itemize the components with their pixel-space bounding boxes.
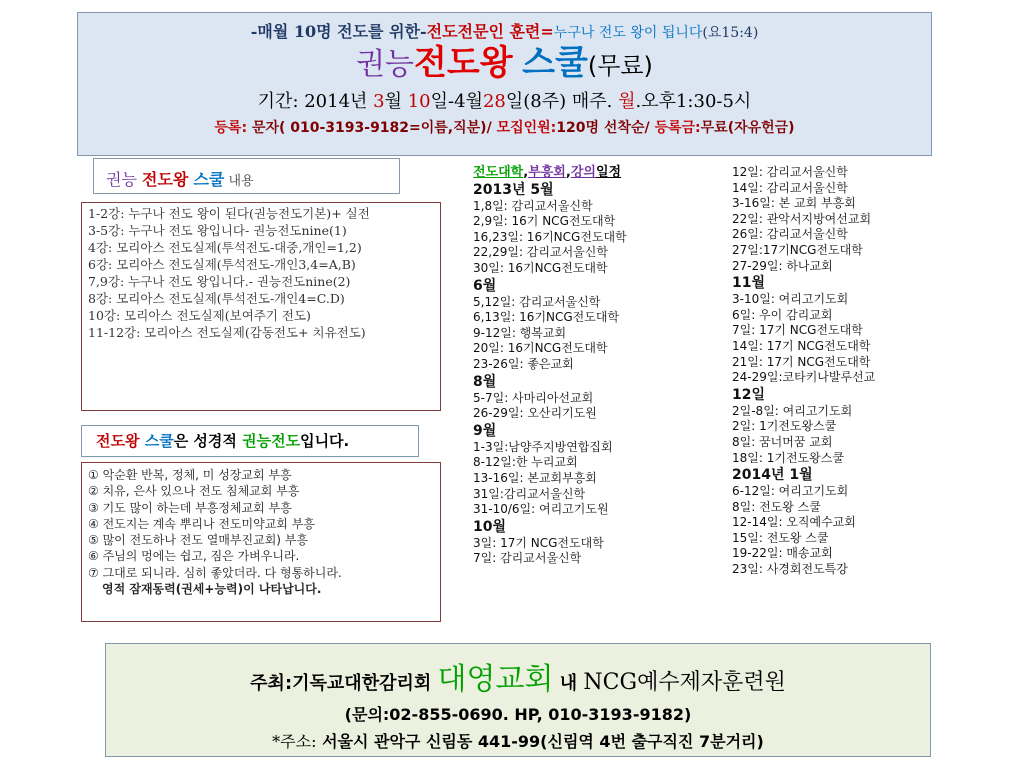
effect-item: ④ 전도지는 계속 뿌리나 전도미약교회 부흥: [88, 516, 315, 531]
footer-address: [106, 729, 930, 752]
schedule-entry: 6-12일: 여리고기도회: [732, 484, 849, 499]
schedule-entry: 8-12일:한 누리교회: [473, 455, 578, 470]
footer-address-label: *주소:: [272, 732, 317, 751]
schedule-entry: 9-12일: 행복교회: [473, 325, 567, 340]
reg-e: 등록금:: [654, 120, 701, 136]
header-title-a: 권능: [356, 47, 415, 82]
schedule-month-heading: 6월: [473, 277, 497, 294]
lesson-item: 7,9강: 누구나 전도 왕입니다.- 권능전도nine(2): [88, 274, 351, 289]
schedule-header-d: ,: [565, 165, 571, 180]
effect-item: ⑥ 주님의 멍에는 쉽고, 짐은 가벼우니라.: [88, 549, 300, 564]
content-title-d: 내용: [224, 174, 254, 189]
schedule-entry: 3일: 17기 NCG전도대학: [473, 535, 604, 550]
schedule-entry: 26일: 감리교서울신학: [732, 227, 848, 242]
content-title-box: [93, 158, 400, 194]
footer-banner: [105, 643, 931, 757]
schedule-header-b: ,: [523, 165, 529, 180]
footer-c: 내: [559, 673, 578, 694]
header-period: [78, 87, 931, 113]
schedule-entry: 1,8일: 감리교서울신학: [473, 198, 593, 213]
header-line1-c: 누구나 전도 왕이 됩니다: [553, 25, 703, 41]
schedule-entry: 24-29일:코타키나발루선교: [732, 370, 876, 385]
header-banner: [77, 12, 932, 156]
content-title-b: 전도왕: [142, 170, 189, 189]
header-title-d: (무료): [587, 52, 653, 80]
schedule-entry: 31-10/6일: 여리고기도원: [473, 502, 609, 517]
schedule-month-heading: 9월: [473, 422, 497, 439]
schedule-header-f: 일정: [595, 165, 622, 180]
schedule-month-heading: 10월: [473, 518, 507, 535]
period-b: 3: [373, 91, 385, 112]
schedule-entry: 7일: 17기 NCG전도대학: [732, 323, 863, 338]
period-e: 일-4월: [430, 91, 483, 112]
footer-contact: (문의:02-855-0690. HP, 010-3193-9182): [344, 705, 692, 724]
lesson-item: 11-12강: 모리아스 전도실제(감동전도+ 치유전도): [88, 325, 366, 340]
period-d: 10: [407, 91, 431, 112]
lesson-item: 1-2강: 누구나 전도 왕이 된다(권능전도기본)+ 실전: [88, 206, 370, 221]
header-line1-b: 전도전문인 훈련=: [426, 22, 554, 41]
schedule-entry: 22,29일: 감리교서울신학: [473, 245, 608, 260]
header-line1: [78, 19, 931, 42]
schedule-header-a: 전도대학: [473, 165, 524, 180]
schedule-entry: 6,13일: 16기NCG전도대학: [473, 310, 620, 325]
schedule-month-heading: 2014년 1월: [732, 467, 813, 484]
footer-a: 주최:기독교대한감리회: [250, 673, 432, 694]
schedule-month-heading: 12일: [732, 386, 766, 403]
lesson-item: 6강: 모리아스 전도실제(투석전도-개인3,4=A,B): [88, 257, 356, 272]
effect-item: ⑤ 많이 전도하나 전도 열매부진교회) 부흥: [88, 533, 308, 548]
reg-c: 모집인원:: [496, 120, 557, 136]
reg-d: 120명 선착순/: [556, 120, 655, 136]
header-title: [78, 43, 931, 83]
statement-c: 은 성경적: [173, 432, 243, 450]
reg-a: 등록:: [214, 120, 252, 136]
schedule-entry: 2,9일: 16기 NCG전도대학: [473, 214, 616, 229]
schedule-entry: 20일: 16기NCG전도대학: [473, 341, 608, 356]
header-registration: [78, 117, 931, 137]
schedule-entry: 27-29일: 하나교회: [732, 258, 833, 273]
schedule-month-heading: 8월: [473, 373, 497, 390]
lesson-item: 10강: 모리아스 전도실제(보여주기 전도): [88, 308, 311, 323]
schedule-entry: 8일: 꿈너머꿈 교회: [732, 434, 833, 449]
period-g: 일(8주): [505, 91, 567, 112]
schedule-entry: 14일: 17기 NCG전도대학: [732, 338, 871, 353]
schedule-entry: 23-26일: 좋은교회: [473, 356, 574, 371]
content-title-a: 권능: [106, 170, 142, 189]
schedule-entry: 12일: 감리교서울신학: [732, 165, 848, 179]
schedule-entry: 26-29일: 오산리기도원: [473, 406, 597, 421]
effects-list: [81, 462, 441, 622]
effect-item: ① 악순환 반복, 정체, 미 성장교회 부흥: [88, 468, 292, 482]
schedule-list-1: [473, 181, 723, 567]
period-a: 기간: 2014년: [257, 91, 374, 112]
schedule-entry: 30일: 16기NCG전도대학: [473, 260, 608, 275]
schedule-column-1: [473, 165, 723, 625]
schedule-entry: 13-16일: 본교회부흥회: [473, 470, 597, 485]
schedule-entry: 19-22일: 매송교회: [732, 546, 833, 561]
schedule-header-c: 부흥회: [528, 165, 566, 180]
schedule-entry: 7일: 감리교서울신학: [473, 551, 582, 566]
effect-item: ③ 기도 많이 하는데 부흥정체교회 부흥: [88, 500, 292, 515]
reg-b: 문자( 010-3193-9182=이름,직분)/: [251, 120, 497, 136]
header-title-b: 전도왕: [414, 43, 513, 83]
reg-f: 무료(자유헌금): [700, 120, 795, 136]
period-i: 월: [618, 91, 636, 112]
schedule-entry: 6일: 우이 감리교회: [732, 307, 833, 322]
statement-box: [81, 425, 419, 457]
period-h: 매주.: [566, 91, 619, 112]
schedule-entry: 16,23일: 16기NCG전도대학: [473, 229, 627, 244]
schedule-header-e: 강의: [570, 165, 596, 180]
lesson-item: 4강: 모리아스 전도실제(투석전도-대중,개인=1,2): [88, 240, 362, 255]
footer-organizer: [106, 654, 930, 698]
schedule-entry: 31일:감리교서울신학: [473, 486, 586, 501]
schedule-list-2: [732, 165, 932, 578]
schedule-entry: 5,12일: 감리교서울신학: [473, 294, 601, 309]
period-j: .오후1:30-5시: [635, 91, 752, 112]
schedule-entry: 2일-8일: 여리고기도회: [732, 403, 853, 418]
schedule-month-heading: 11월: [732, 275, 766, 292]
footer-church: 대영교회: [437, 662, 554, 697]
schedule-column-2: [732, 165, 932, 625]
schedule-entry: 21일: 17기 NCG전도대학: [732, 354, 871, 369]
schedule-entry: 18일: 1기전도왕스쿨: [732, 450, 844, 465]
effect-item: ⑦ 그대로 되니라. 심히 좋았더라. 다 형통하니라.: [88, 565, 342, 580]
schedule-entry: 22일: 관악서지방여선교회: [732, 211, 872, 226]
lessons-list: [81, 202, 441, 411]
schedule-entry: 12-14일: 오직예수교회: [732, 515, 856, 530]
header-line1-d: (요15:4): [702, 25, 759, 41]
statement-a: 전도왕: [96, 432, 140, 450]
effect-item: ② 치유, 은사 있으나 전도 침체교회 부흥: [88, 484, 300, 499]
period-c: 월: [384, 91, 408, 112]
schedule-entry: 27일:17기NCG전도대학: [732, 242, 863, 257]
lesson-item: 8강: 모리아스 전도실제(투석전도-개인4=C.D): [88, 291, 345, 306]
schedule-month-heading: 2013년 5월: [473, 181, 554, 198]
statement-e: 입니다.: [300, 432, 350, 450]
schedule-entry: 3-16일: 본 교회 부흥회: [732, 196, 856, 211]
effect-summary: 영적 잠재동력(권세+능력)이 나타납니다.: [102, 582, 322, 597]
schedule-entry: 1-3일:남양주지방연합집회: [473, 439, 613, 454]
period-f: 28: [482, 91, 506, 112]
header-line1-a: -매월 10명 전도를 위한-: [250, 22, 427, 41]
header-title-c: 스쿨: [522, 43, 588, 83]
schedule-entry: 8일: 전도왕 스쿨: [732, 499, 821, 514]
schedule-header: [473, 165, 723, 181]
statement-d: 권능전도: [242, 432, 301, 450]
schedule-entry: 15일: 전도왕 스쿨: [732, 530, 829, 545]
schedule-entry: 5-7일: 사마리아선교회: [473, 390, 594, 405]
content-title-c: 스쿨: [193, 170, 225, 189]
schedule-entry: 3-10일: 여리고기도회: [732, 292, 849, 307]
footer-address-value: 서울시 관악구 신림동 441-99(신림역 4번 출구직진 7분거리): [322, 732, 764, 751]
footer-d: NCG예수제자훈련원: [583, 670, 786, 695]
schedule-entry: 14일: 감리교서울신학: [732, 180, 848, 195]
schedule-entry: 2일: 1기전도왕스쿨: [732, 419, 837, 434]
lesson-item: 3-5강: 누구나 전도 왕입니다- 권능전도nine(1): [88, 223, 347, 238]
schedule-entry: 23일: 사경회전도특강: [732, 562, 848, 577]
statement-b: 스쿨: [144, 432, 174, 450]
